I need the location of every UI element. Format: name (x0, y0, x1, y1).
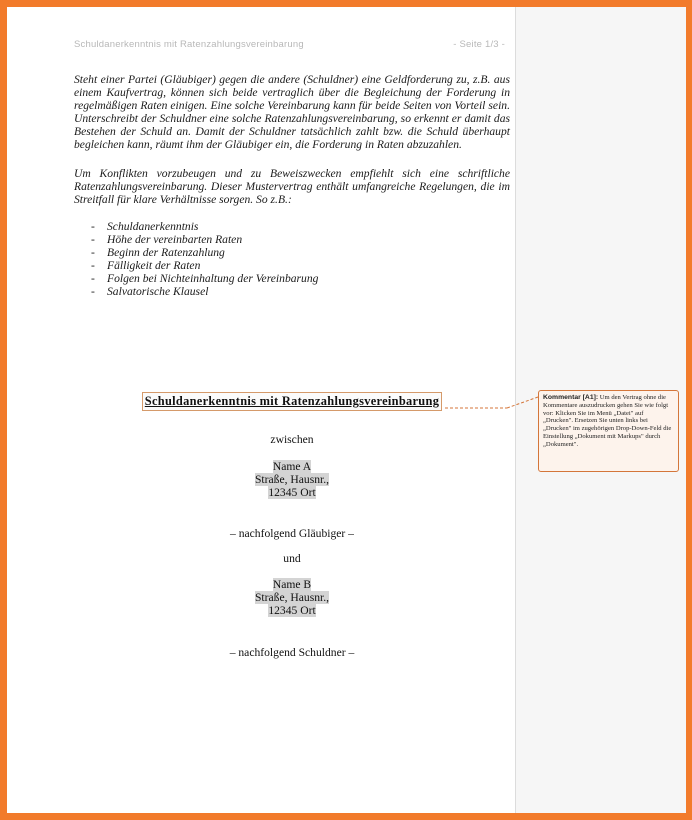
party-b-street[interactable]: Straße, Hausnr., (254, 591, 330, 604)
header-title: Schuldanerkenntnis mit Ratenzahlungsvereinbarung (74, 39, 304, 50)
list-item[interactable]: - Beginn der Ratenzahlung (91, 246, 318, 259)
comment-text: Um den Vertrag ohne die Kommentare auszudrucken gehen Sie wie folgt vor: Klicken Sie im Menü „Datei" auf „Drucken". Ersetzen Sie unten links bei „Drucken" im zugehörigen Drop-Down-Feld die Einstellung „Dokument mit Markups" durch „Dokument". (543, 394, 672, 448)
party-b-city[interactable]: 12345 Ort (268, 604, 316, 617)
role-creditor[interactable]: – nachfolgend Gläubiger – (230, 527, 354, 540)
list-item[interactable]: - Salvatorische Klausel (91, 285, 318, 298)
between-label[interactable]: zwischen (270, 433, 314, 446)
list-item[interactable]: - Höhe der vereinbarten Raten (91, 233, 318, 246)
party-b-name[interactable]: Name B (272, 578, 312, 591)
list-item[interactable]: - Folgen bei Nichteinhaltung der Vereinbarung (91, 272, 318, 285)
intro-paragraph-2[interactable]: Um Konflikten vorzubeugen und zu Beweiszwecken empfiehlt sich eine schriftliche Ratenzahlungsvereinbarung. Dieser Mustervertrag enthält umfangreiche Regelungen, die im Streitfall für klare Verhältnisse sorgen. So z.B.: (74, 167, 510, 206)
list-item[interactable]: - Schuldanerkenntnis (91, 220, 318, 233)
contract-title[interactable]: Schuldanerkenntnis mit Ratenzahlungsvereinbarung (142, 392, 442, 411)
comment-label: Kommentar [A1]: (543, 394, 599, 401)
and-label[interactable]: und (283, 552, 301, 565)
list-item[interactable]: - Fälligkeit der Raten (91, 259, 318, 272)
comment-balloon[interactable] (538, 390, 679, 472)
header-page-number: - Seite 1/3 - (453, 39, 505, 50)
role-debtor[interactable]: – nachfolgend Schuldner – (229, 646, 355, 659)
party-a-street[interactable]: Straße, Hausnr., (254, 473, 330, 486)
intro-paragraph-1[interactable]: Steht einer Partei (Gläubiger) gegen die andere (Schuldner) eine Geldforderung zu, z.B. aus einem Kaufvertrag, können sich beide vertraglich über die Begleichung der Forderung in regelmäßigen Raten einigen. Eine solche Vereinbarung kann für beide Seiten von Vorteil sein. Unterschreibt der Schuldner eine solche Ratenzahlungsvereinbarung, so erkennt er damit das Bestehen der Schuld an. Damit der Schuldner tatsächlich zahlt bzw. die Schuld überhaupt begleichen kann, räumt ihm der Gläubiger ein, die Forderung in Raten abzuzahlen. (74, 73, 510, 151)
party-a-name[interactable]: Name A (272, 460, 312, 473)
document-page (7, 7, 685, 813)
party-a-city[interactable]: 12345 Ort (268, 486, 316, 499)
